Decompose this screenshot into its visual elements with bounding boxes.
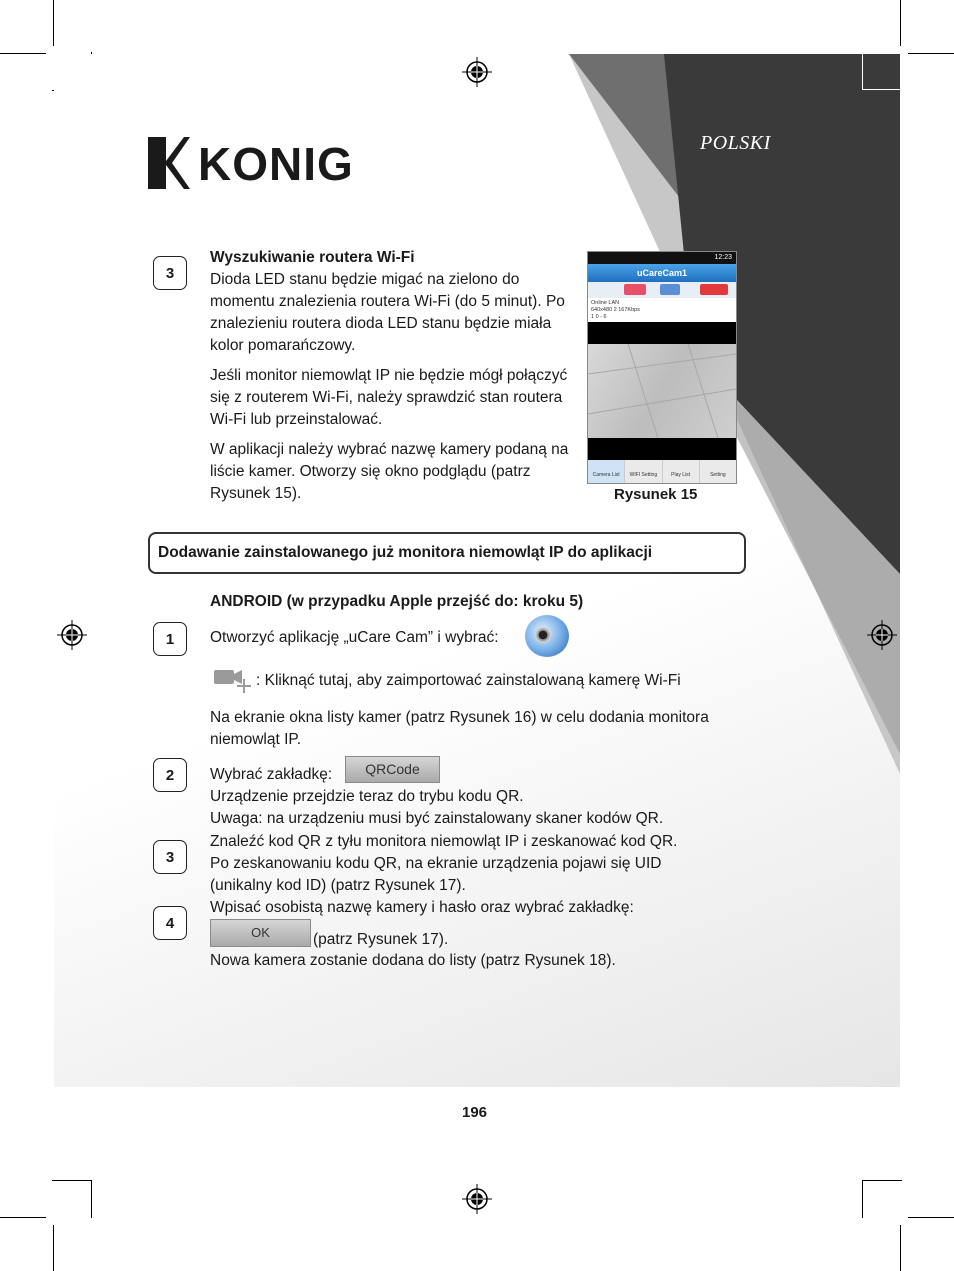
section1-paragraph: W aplikacji należy wybrać nazwę kamery podaną na liście kamer. Otworzy się okno podglądu (patrz Rysunek 15). <box>210 441 569 502</box>
registration-mark-icon <box>462 57 492 87</box>
step3-line1: Znaleźć kod QR z tyłu monitora niemowląt IP i zeskanować kod QR. <box>210 833 678 850</box>
bottom-tab-bar <box>588 460 736 483</box>
step4-line1: Wpisać osobistą nazwę kamery i hasło oraz wybrać zakładkę: <box>210 899 634 916</box>
registration-mark-icon <box>57 620 87 650</box>
registration-mark-icon <box>867 620 897 650</box>
ceiling-grid-icon <box>588 344 736 438</box>
add-camera-icon[interactable] <box>212 667 254 695</box>
section-heading-box <box>148 532 746 574</box>
crop-mark <box>908 53 954 54</box>
section1-paragraph: Jeśli monitor niemowląt IP nie będzie mógł połączyć się z routerem Wi-Fi, należy sprawdzić stan routera Wi-Fi lub przeinstalować. <box>210 367 568 428</box>
step4-line2: (patrz Rysunek 17). <box>313 931 449 948</box>
app-title-bar <box>588 264 736 282</box>
language-label: POLSKI <box>700 132 771 154</box>
step-number: 4 <box>153 906 187 940</box>
info-line: Online LAN <box>591 300 620 306</box>
crop-mark <box>91 1180 92 1218</box>
step1-line2: : Kliknąć tutaj, aby zaimportować zainstalowaną kamerę Wi-Fi <box>256 672 681 689</box>
alarm-button[interactable] <box>700 284 728 295</box>
app-title: uCareCam1 <box>636 268 688 278</box>
record-button[interactable] <box>624 284 646 295</box>
status-time: 12:23 <box>714 254 732 261</box>
page-number: 196 <box>462 1104 488 1121</box>
video-preview <box>588 344 736 438</box>
crop-mark <box>862 1180 863 1218</box>
video-black-bottom <box>588 438 736 460</box>
corner-frame <box>862 52 900 90</box>
step-number: 1 <box>153 622 187 656</box>
step-number: 3 <box>153 840 187 874</box>
status-bar <box>588 252 736 264</box>
speaker-button[interactable] <box>660 284 680 295</box>
tab-wifi-setting[interactable]: WIFI Setting <box>625 460 662 483</box>
step2-line3: Uwaga: na urządzeniu musi być zainstalowany skaner kodów QR. <box>210 810 664 827</box>
step3-line3: (unikalny kod ID) (patrz Rysunek 17). <box>210 877 466 894</box>
control-bar <box>588 282 736 298</box>
step1-line1: Otworzyć aplikację „uCare Cam” i wybrać: <box>210 629 499 646</box>
video-black-top <box>588 322 736 344</box>
step1-line3: Na ekranie okna listy kamer (patrz Rysunek 16) w celu dodania monitora niemowląt IP. <box>210 709 709 748</box>
crop-mark <box>900 1225 901 1271</box>
android-subheading: ANDROID (w przypadku Apple przejść do: kroku 5) <box>210 593 584 610</box>
step3-line2: Po zeskanowaniu kodu QR, na ekranie urządzenia pojawi się UID <box>210 855 662 872</box>
ucare-cam-app-icon[interactable] <box>525 615 569 657</box>
info-line: 640x480 2 167Kbps <box>591 307 640 313</box>
section1-text <box>210 247 575 505</box>
info-panel <box>588 298 736 322</box>
konig-logo-icon <box>148 135 358 191</box>
ok-button[interactable]: OK <box>210 919 311 947</box>
tab-camera-list[interactable]: Camera List <box>588 460 625 483</box>
qrcode-tab-button[interactable]: QRCode <box>345 756 440 783</box>
crop-mark <box>908 1217 954 1218</box>
step2-text <box>210 764 730 830</box>
step3-text <box>210 831 730 897</box>
crop-mark <box>52 1180 92 1181</box>
crop-mark <box>53 1225 54 1271</box>
crop-mark <box>0 53 46 54</box>
app-screenshot <box>587 251 737 484</box>
svg-text:KONIG: KONIG <box>198 138 354 190</box>
figure-caption: Rysunek 15 <box>614 486 698 503</box>
step-number: 3 <box>153 256 187 290</box>
step-number: 2 <box>153 758 187 792</box>
info-line: 1 0 - 6 <box>591 314 607 320</box>
step4-line3: Nowa kamera zostanie dodana do listy (patrz Rysunek 18). <box>210 952 616 969</box>
tab-play-list[interactable]: Play List <box>663 460 700 483</box>
section1-paragraph: Dioda LED stanu będzie migać na zielono do momentu znalezienia routera Wi-Fi (do 5 minut). Po znalezieniu routera dioda LED stanu będzie miała kolor pomarańczowy. <box>210 271 565 354</box>
crop-mark <box>0 1217 46 1218</box>
brand-logo <box>148 135 358 191</box>
step2-line1: Wybrać zakładkę: <box>210 766 333 783</box>
step2-line2: Urządzenie przejdzie teraz do trybu kodu QR. <box>210 788 524 805</box>
crop-mark <box>862 1180 902 1181</box>
registration-mark-icon <box>462 1184 492 1214</box>
camera-lens-icon <box>535 627 551 643</box>
section-heading: Dodawanie zainstalowanego już monitora niemowląt IP do aplikacji <box>158 544 653 561</box>
section1-title: Wyszukiwanie routera Wi-Fi <box>210 249 415 266</box>
crop-mark <box>53 0 54 46</box>
tab-setting[interactable]: Setting <box>710 472 726 478</box>
crop-mark <box>900 0 901 46</box>
